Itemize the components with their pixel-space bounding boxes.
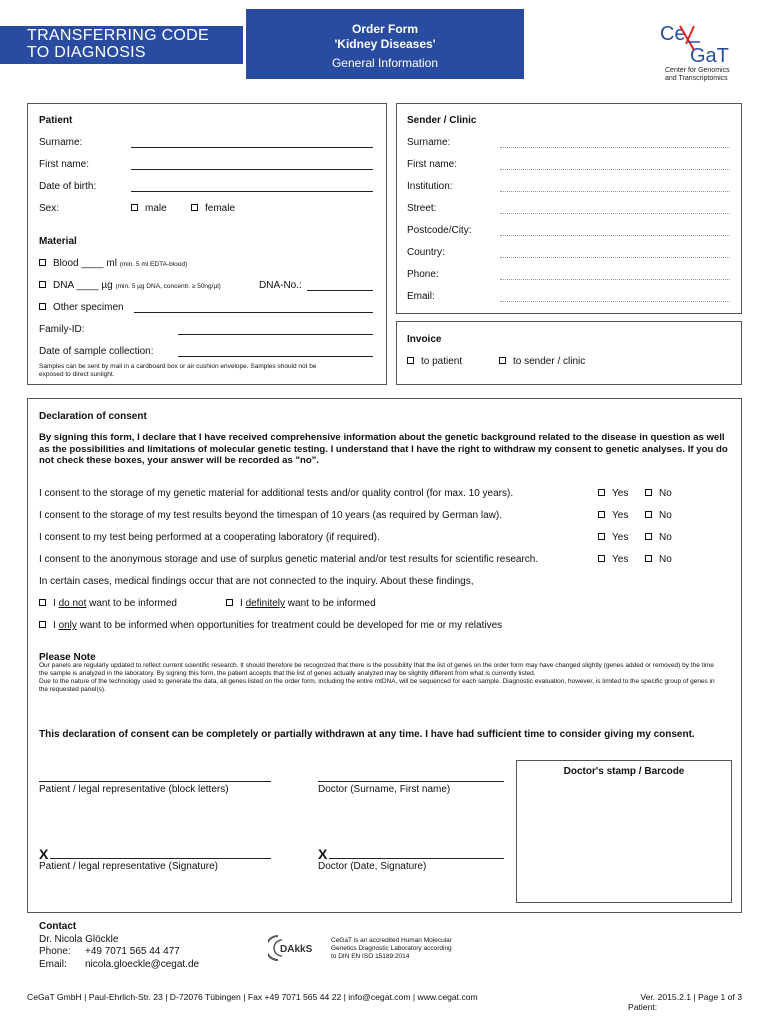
footer-patient: Patient: <box>628 1002 658 1012</box>
note-body <box>39 662 719 694</box>
yes-label: Yes <box>612 488 629 499</box>
shipping-note-1: Samples can be sent by mail in a cardboard box or air cushion envelope. Samples should not be <box>39 363 317 370</box>
footer-version <box>600 992 742 1012</box>
sex-male-label: male <box>145 203 167 214</box>
checkbox-icon[interactable] <box>39 599 46 606</box>
note-paragraph-1: Our panels are regularly updated to reflect current scientific research. It should therefore be recognized that there is the possibility that the list of genes on the order form may have changed slightly (genes added or removed) by the time the sample is analyzed in the laboratory. By signing this form, the patient accepts that the list of genes actually analyzed may be slightly different from what is currently listed. <box>39 662 714 677</box>
consent-no-option[interactable] <box>645 554 672 565</box>
sex-male-option[interactable] <box>131 203 167 214</box>
other-specimen-field[interactable] <box>134 312 373 313</box>
stamp-box[interactable] <box>516 760 732 903</box>
opt1-post: want to be informed <box>86 598 177 609</box>
checkbox-icon[interactable] <box>598 555 605 562</box>
sender-field-label: Email: <box>407 291 435 302</box>
material-heading: Material <box>39 236 77 247</box>
patient-heading: Patient <box>39 115 73 126</box>
checkbox-icon[interactable] <box>645 533 652 540</box>
to-patient-label: to patient <box>421 356 463 367</box>
checkbox-icon[interactable] <box>39 303 46 310</box>
logo-sub-2: and Transcriptomics <box>665 75 728 82</box>
invoice-to-patient[interactable] <box>407 356 462 367</box>
accred-2: Genetics Diagnostic Laboratory according <box>331 945 452 952</box>
sender-field-label: Postcode/City: <box>407 225 472 236</box>
checkbox-icon[interactable] <box>645 555 652 562</box>
slogan-line-2: TO DIAGNOSIS <box>27 44 146 61</box>
stamp-label: Doctor's stamp / Barcode <box>563 766 685 777</box>
patient-firstname-field[interactable] <box>131 169 373 170</box>
checkbox-icon[interactable] <box>598 489 605 496</box>
doctor-signature-label: Doctor (Date, Signature) <box>318 861 427 872</box>
logo-subtitle <box>665 67 730 83</box>
doctor-name-label: Doctor (Surname, First name) <box>318 784 451 795</box>
opt3-post: want to be informed when opportunities for treatment could be developed for me or my relatives <box>76 620 503 631</box>
patient-sign-x: X <box>39 846 49 862</box>
material-blood[interactable] <box>39 258 187 269</box>
opt2-underline: definitely <box>245 598 286 609</box>
no-label: No <box>659 554 672 565</box>
dna-note: (min. 5 µg DNA, concentr. ≥ 50ng/µl) <box>115 283 221 290</box>
findings-option-yes[interactable] <box>226 598 376 609</box>
sender-section <box>396 103 742 314</box>
contact-block <box>39 921 199 971</box>
opt3-underline: only <box>58 620 77 631</box>
consent-no-option[interactable] <box>645 532 672 543</box>
form-title-block <box>246 9 524 79</box>
checkbox-icon[interactable] <box>226 599 233 606</box>
findings-option-only[interactable] <box>39 620 502 631</box>
checkbox-icon[interactable] <box>598 533 605 540</box>
sender-field-input[interactable] <box>500 191 730 192</box>
no-label: No <box>659 532 672 543</box>
form-subtitle: 'Kidney Diseases' <box>334 37 436 51</box>
logo-text-2: GaT <box>690 45 729 66</box>
patient-dob-field[interactable] <box>131 191 373 192</box>
no-label: No <box>659 510 672 521</box>
opt3-pre: I <box>53 620 59 631</box>
patient-firstname-label: First name: <box>39 159 90 170</box>
consent-heading: Declaration of consent <box>39 411 147 422</box>
sex-female-option[interactable] <box>191 203 235 214</box>
shipping-note-2: exposed to direct sunlight. <box>39 371 115 378</box>
yes-label: Yes <box>612 554 629 565</box>
consent-yes-option[interactable] <box>598 488 628 499</box>
opt2-pre: I <box>240 598 246 609</box>
opt2-post: want to be informed <box>285 598 376 609</box>
patient-surname-label: Surname: <box>39 137 83 148</box>
other-label: Other specimen <box>53 302 124 313</box>
accred-1: CeGaT is an accredited Human Molecular <box>331 937 452 944</box>
accred-3: to DIN EN ISO 15189:2014 <box>331 953 410 960</box>
sender-field-input[interactable] <box>500 147 730 148</box>
form-section: General Information <box>331 56 439 70</box>
consent-item-text: I consent to my test being performed at a cooperating laboratory (if required). <box>39 532 380 543</box>
sender-field-label: Street: <box>407 203 437 214</box>
dna-no-label: DNA-No.: <box>259 280 302 291</box>
findings-option-no[interactable] <box>39 598 177 609</box>
slogan-banner <box>0 26 243 64</box>
no-label: No <box>659 488 672 499</box>
consent-item-text: I consent to the storage of my test results beyond the timespan of 10 years (as required by German law). <box>39 510 503 521</box>
material-other[interactable] <box>39 302 124 313</box>
yes-label: Yes <box>612 532 629 543</box>
blood-note: (min. 5 ml EDTA-blood) <box>119 261 188 268</box>
checkbox-icon[interactable] <box>131 204 138 211</box>
consent-yes-option[interactable] <box>598 532 628 543</box>
sender-field-label: Phone: <box>407 269 439 280</box>
logo-text-1: Ce <box>660 23 686 45</box>
patient-surname-field[interactable] <box>131 147 373 148</box>
sender-field-label: Surname: <box>407 137 451 148</box>
footer-version-text: Ver. 2015.2.1 | Page 1 of 3 <box>640 992 742 1002</box>
blood-label: Blood ____ ml <box>53 258 117 269</box>
findings-text: In certain cases, medical findings occur that are not connected to the inquiry. About these findings, <box>39 576 474 587</box>
yes-label: Yes <box>612 510 629 521</box>
doctor-name-line[interactable] <box>318 781 504 782</box>
sender-field-label: Country: <box>407 247 445 258</box>
slogan-line-1: TRANSFERRING CODE <box>27 27 209 44</box>
family-id-field[interactable] <box>178 334 373 335</box>
consent-yes-option[interactable] <box>598 510 628 521</box>
form-title: Order Form <box>351 22 418 36</box>
checkbox-icon[interactable] <box>499 357 506 364</box>
checkbox-icon[interactable] <box>407 357 414 364</box>
opt1-pre: I <box>53 598 59 609</box>
invoice-to-sender[interactable] <box>499 356 585 367</box>
footer-address: CeGaT GmbH | Paul-Ehrlich-Str. 23 | D-72076 Tübingen | Fax +49 7071 565 44 22 | info@cegat.com | www.cegat.com <box>27 992 478 1002</box>
sender-heading: Sender / Clinic <box>407 115 477 126</box>
sender-field-label: Institution: <box>407 181 453 192</box>
contact-name: Dr. Nicola Glöckle <box>39 933 119 945</box>
cegat-logo <box>660 22 760 69</box>
dna-label: DNA ____ µg <box>53 280 113 291</box>
contact-phone-label: Phone: <box>39 946 71 957</box>
sender-field-input[interactable] <box>500 279 730 280</box>
note-paragraph-2: Due to the nature of the technology used to generate the data, all genes listed on the order form, including the entire mtDNA, will be sequenced for each sample. Diagnostic evaluation, however, is limited to the specific group of genes in the requested panel(s). <box>39 678 715 693</box>
patient-signature-label: Patient / legal representative (Signature) <box>39 861 218 872</box>
note-heading: Please Note <box>39 652 96 663</box>
checkbox-icon[interactable] <box>645 489 652 496</box>
dakks-logo <box>268 933 324 963</box>
patient-block-line[interactable] <box>39 781 271 782</box>
dna-no-field[interactable] <box>307 290 373 291</box>
checkbox-icon[interactable] <box>645 511 652 518</box>
contact-email-label: Email: <box>39 958 67 970</box>
doctor-sign-x: X <box>318 846 328 862</box>
sex-female-label: female <box>205 203 236 214</box>
consent-intro: By signing this form, I declare that I have received comprehensive information about the genetic background related to the disease in question as well as the possibilities and limitations of molecular genetic testing. I understand that I have the right to withdraw my consent to genetic analyses. If you do not check these boxes, your answer will be recorded as "no". <box>39 432 728 466</box>
contact-email[interactable]: nicola.gloeckle@cegat.de <box>85 958 200 970</box>
sample-date-field[interactable] <box>178 356 373 357</box>
patient-sex-label: Sex: <box>39 203 60 214</box>
checkbox-icon[interactable] <box>39 281 46 288</box>
contact-heading: Contact <box>39 921 77 932</box>
contact-phone: +49 7071 565 44 477 <box>85 946 180 957</box>
sender-field-input[interactable] <box>500 301 730 302</box>
patient-block-label: Patient / legal representative (block letters) <box>39 784 229 795</box>
sender-field-input[interactable] <box>500 213 730 214</box>
sender-field-input[interactable] <box>500 235 730 236</box>
sender-field-label: First name: <box>407 159 458 170</box>
to-sender-label: to sender / clinic <box>513 356 586 367</box>
consent-no-option[interactable] <box>645 488 672 499</box>
checkbox-icon[interactable] <box>191 204 198 211</box>
invoice-section <box>396 321 742 385</box>
sample-date-label: Date of sample collection: <box>39 346 154 357</box>
consent-item-text: I consent to the anonymous storage and use of surplus genetic material and/or test results for scientific research. <box>39 554 539 565</box>
invoice-heading: Invoice <box>407 334 442 345</box>
family-id-label: Family-ID: <box>39 324 85 335</box>
checkbox-icon[interactable] <box>39 621 46 628</box>
patient-dob-label: Date of birth: <box>39 181 97 192</box>
withdraw-statement: This declaration of consent can be completely or partially withdrawn at any time. I have had sufficient time to consider giving my consent. <box>39 729 695 740</box>
sender-field-input[interactable] <box>500 169 730 170</box>
consent-no-option[interactable] <box>645 510 672 521</box>
dakks-text: DAkkS <box>280 944 313 955</box>
doctor-signature-line[interactable] <box>329 858 504 859</box>
consent-item-text: I consent to the storage of my genetic material for additional tests and/or quality control (for max. 10 years). <box>39 488 514 499</box>
logo-sub-1: Center for Genomics <box>665 67 730 74</box>
checkbox-icon[interactable] <box>598 511 605 518</box>
sender-field-input[interactable] <box>500 257 730 258</box>
opt1-underline: do not <box>58 598 87 609</box>
accreditation-text <box>331 937 452 961</box>
checkbox-icon[interactable] <box>39 259 46 266</box>
patient-signature-line[interactable] <box>50 858 271 859</box>
shipping-note <box>39 363 379 379</box>
consent-yes-option[interactable] <box>598 554 628 565</box>
material-dna[interactable] <box>39 280 221 291</box>
